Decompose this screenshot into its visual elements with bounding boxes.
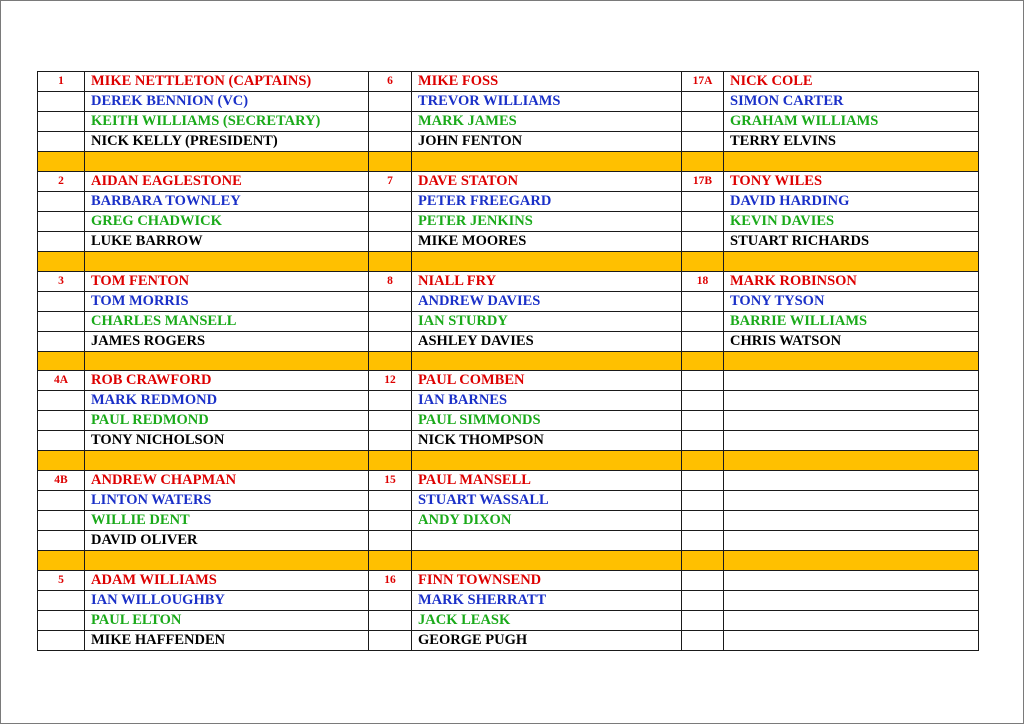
team-number-blank xyxy=(38,531,85,551)
separator-cell xyxy=(369,251,412,271)
team-member-name xyxy=(724,570,979,590)
team-member-name: PETER JENKINS xyxy=(412,211,682,231)
team-number-blank xyxy=(38,431,85,451)
separator-cell xyxy=(85,152,369,172)
team-member-name: ROB CRAWFORD xyxy=(85,371,369,391)
team-number-blank xyxy=(369,92,412,112)
team-member-name: NIALL FRY xyxy=(412,271,682,291)
team-member-name: LUKE BARROW xyxy=(85,231,369,251)
team-member-name: PAUL ELTON xyxy=(85,610,369,630)
team-roster-table xyxy=(37,71,979,651)
team-number-blank xyxy=(369,610,412,630)
team-number-blank xyxy=(369,231,412,251)
roster-row xyxy=(38,132,979,152)
roster-row xyxy=(38,191,979,211)
team-member-name xyxy=(724,630,979,650)
team-number: 2 xyxy=(38,171,85,191)
team-member-name: MIKE MOORES xyxy=(412,231,682,251)
team-member-name xyxy=(724,610,979,630)
separator-cell xyxy=(369,451,412,471)
team-member-name: PAUL REDMOND xyxy=(85,411,369,431)
team-number-blank xyxy=(38,491,85,511)
team-number-blank xyxy=(369,291,412,311)
team-number: 17A xyxy=(682,72,724,92)
team-number xyxy=(682,371,724,391)
team-member-name: ADAM WILLIAMS xyxy=(85,570,369,590)
roster-row xyxy=(38,211,979,231)
team-member-name xyxy=(724,511,979,531)
team-member-name: JACK LEASK xyxy=(412,610,682,630)
roster-row xyxy=(38,72,979,92)
roster-row xyxy=(38,92,979,112)
team-member-name: ANDREW DAVIES xyxy=(412,291,682,311)
team-member-name: TONY WILES xyxy=(724,171,979,191)
separator-cell xyxy=(38,351,85,371)
team-member-name: MIKE FOSS xyxy=(412,72,682,92)
team-member-name: GEORGE PUGH xyxy=(412,630,682,650)
separator-cell xyxy=(682,451,724,471)
team-number-blank xyxy=(682,291,724,311)
team-member-name xyxy=(724,590,979,610)
separator-cell xyxy=(85,551,369,571)
group-separator-row xyxy=(38,152,979,172)
separator-cell xyxy=(412,451,682,471)
team-number-blank xyxy=(38,590,85,610)
team-number-blank xyxy=(369,112,412,132)
separator-cell xyxy=(85,351,369,371)
team-number-blank xyxy=(38,132,85,152)
team-number-blank xyxy=(682,391,724,411)
team-member-name: KEITH WILLIAMS (SECRETARY) xyxy=(85,112,369,132)
team-number-blank xyxy=(369,431,412,451)
separator-cell xyxy=(682,551,724,571)
team-member-name: NICK KELLY (PRESIDENT) xyxy=(85,132,369,152)
team-number: 5 xyxy=(38,570,85,590)
team-member-name: TONY NICHOLSON xyxy=(85,431,369,451)
roster-row xyxy=(38,471,979,491)
team-member-name: MARK ROBINSON xyxy=(724,271,979,291)
team-number-blank xyxy=(38,112,85,132)
team-member-name: CHARLES MANSELL xyxy=(85,311,369,331)
separator-cell xyxy=(724,351,979,371)
team-number-blank xyxy=(38,411,85,431)
team-number-blank xyxy=(682,311,724,331)
separator-cell xyxy=(369,152,412,172)
separator-cell xyxy=(724,251,979,271)
team-number: 1 xyxy=(38,72,85,92)
roster-row xyxy=(38,331,979,351)
team-member-name: MARK SHERRATT xyxy=(412,590,682,610)
team-member-name: BARBARA TOWNLEY xyxy=(85,191,369,211)
team-number-blank xyxy=(682,531,724,551)
team-number: 7 xyxy=(369,171,412,191)
roster-row xyxy=(38,371,979,391)
team-number: 12 xyxy=(369,371,412,391)
team-number-blank xyxy=(38,231,85,251)
team-member-name: BARRIE WILLIAMS xyxy=(724,311,979,331)
team-number xyxy=(682,570,724,590)
roster-row xyxy=(38,271,979,291)
separator-cell xyxy=(412,152,682,172)
team-member-name: SIMON CARTER xyxy=(724,92,979,112)
team-number-blank xyxy=(682,191,724,211)
team-number-blank xyxy=(369,331,412,351)
separator-cell xyxy=(369,351,412,371)
team-member-name xyxy=(724,411,979,431)
team-member-name: MIKE NETTLETON (CAPTAINS) xyxy=(85,72,369,92)
team-number: 18 xyxy=(682,271,724,291)
team-member-name: CHRIS WATSON xyxy=(724,331,979,351)
group-separator-row xyxy=(38,451,979,471)
separator-cell xyxy=(682,351,724,371)
team-member-name: NICK THOMPSON xyxy=(412,431,682,451)
team-member-name: DEREK BENNION (VC) xyxy=(85,92,369,112)
team-member-name: TREVOR WILLIAMS xyxy=(412,92,682,112)
team-number-blank xyxy=(38,191,85,211)
group-separator-row xyxy=(38,551,979,571)
team-number-blank xyxy=(369,132,412,152)
team-number: 4B xyxy=(38,471,85,491)
team-member-name: AIDAN EAGLESTONE xyxy=(85,171,369,191)
team-member-name: NICK COLE xyxy=(724,72,979,92)
team-member-name: PAUL SIMMONDS xyxy=(412,411,682,431)
team-member-name: TERRY ELVINS xyxy=(724,132,979,152)
team-member-name: DAVID HARDING xyxy=(724,191,979,211)
team-number-blank xyxy=(38,311,85,331)
separator-cell xyxy=(412,551,682,571)
team-number-blank xyxy=(369,630,412,650)
separator-cell xyxy=(682,251,724,271)
team-member-name: PETER FREEGARD xyxy=(412,191,682,211)
roster-row xyxy=(38,391,979,411)
roster-row xyxy=(38,431,979,451)
roster-row xyxy=(38,491,979,511)
team-member-name: TOM FENTON xyxy=(85,271,369,291)
team-member-name: JAMES ROGERS xyxy=(85,331,369,351)
separator-cell xyxy=(38,251,85,271)
team-number-blank xyxy=(369,211,412,231)
team-number-blank xyxy=(38,291,85,311)
roster-row xyxy=(38,590,979,610)
team-member-name: KEVIN DAVIES xyxy=(724,211,979,231)
team-number-blank xyxy=(38,92,85,112)
team-number-blank xyxy=(369,311,412,331)
team-number-blank xyxy=(682,491,724,511)
team-number: 15 xyxy=(369,471,412,491)
team-member-name: ANDY DIXON xyxy=(412,511,682,531)
group-separator-row xyxy=(38,251,979,271)
team-member-name xyxy=(724,471,979,491)
team-member-name: IAN STURDY xyxy=(412,311,682,331)
roster-row xyxy=(38,610,979,630)
team-member-name: MIKE HAFFENDEN xyxy=(85,630,369,650)
team-number-blank xyxy=(38,211,85,231)
team-number-blank xyxy=(682,112,724,132)
team-member-name xyxy=(724,491,979,511)
roster-row xyxy=(38,630,979,650)
team-member-name: PAUL MANSELL xyxy=(412,471,682,491)
roster-body xyxy=(38,72,979,651)
separator-cell xyxy=(38,152,85,172)
team-number-blank xyxy=(38,630,85,650)
team-number: 4A xyxy=(38,371,85,391)
separator-cell xyxy=(412,251,682,271)
roster-row xyxy=(38,311,979,331)
team-number-blank xyxy=(682,331,724,351)
team-member-name: GRAHAM WILLIAMS xyxy=(724,112,979,132)
team-member-name: JOHN FENTON xyxy=(412,132,682,152)
team-number-blank xyxy=(38,331,85,351)
team-member-name: ASHLEY DAVIES xyxy=(412,331,682,351)
team-number: 8 xyxy=(369,271,412,291)
separator-cell xyxy=(412,351,682,371)
team-member-name: TONY TYSON xyxy=(724,291,979,311)
team-member-name: DAVE STATON xyxy=(412,171,682,191)
team-number: 6 xyxy=(369,72,412,92)
roster-row xyxy=(38,411,979,431)
team-number: 3 xyxy=(38,271,85,291)
group-separator-row xyxy=(38,351,979,371)
separator-cell xyxy=(85,451,369,471)
separator-cell xyxy=(369,551,412,571)
team-member-name: ANDREW CHAPMAN xyxy=(85,471,369,491)
team-number-blank xyxy=(682,92,724,112)
team-member-name: MARK JAMES xyxy=(412,112,682,132)
team-number-blank xyxy=(369,491,412,511)
team-member-name xyxy=(724,431,979,451)
roster-row xyxy=(38,112,979,132)
team-member-name: STUART WASSALL xyxy=(412,491,682,511)
team-number xyxy=(682,471,724,491)
team-number-blank xyxy=(369,511,412,531)
team-member-name: TOM MORRIS xyxy=(85,291,369,311)
team-member-name: FINN TOWNSEND xyxy=(412,570,682,590)
team-member-name: WILLIE DENT xyxy=(85,511,369,531)
roster-row xyxy=(38,511,979,531)
team-number-blank xyxy=(682,511,724,531)
separator-cell xyxy=(682,152,724,172)
team-member-name: LINTON WATERS xyxy=(85,491,369,511)
team-number-blank xyxy=(369,590,412,610)
team-member-name xyxy=(412,531,682,551)
team-member-name: IAN WILLOUGHBY xyxy=(85,590,369,610)
roster-row xyxy=(38,171,979,191)
roster-row xyxy=(38,231,979,251)
team-number-blank xyxy=(682,431,724,451)
team-number-blank xyxy=(38,610,85,630)
team-number-blank xyxy=(38,391,85,411)
team-number-blank xyxy=(682,211,724,231)
team-number-blank xyxy=(369,411,412,431)
team-member-name xyxy=(724,531,979,551)
roster-row xyxy=(38,531,979,551)
team-number-blank xyxy=(38,511,85,531)
team-number-blank xyxy=(369,191,412,211)
team-number: 16 xyxy=(369,570,412,590)
team-member-name: DAVID OLIVER xyxy=(85,531,369,551)
team-member-name: MARK REDMOND xyxy=(85,391,369,411)
team-member-name: PAUL COMBEN xyxy=(412,371,682,391)
team-member-name xyxy=(724,371,979,391)
team-number: 17B xyxy=(682,171,724,191)
team-number-blank xyxy=(682,630,724,650)
team-member-name: STUART RICHARDS xyxy=(724,231,979,251)
team-member-name: GREG CHADWICK xyxy=(85,211,369,231)
team-number-blank xyxy=(369,391,412,411)
team-number-blank xyxy=(682,590,724,610)
team-member-name xyxy=(724,391,979,411)
separator-cell xyxy=(724,451,979,471)
team-number-blank xyxy=(369,531,412,551)
separator-cell xyxy=(85,251,369,271)
separator-cell xyxy=(38,451,85,471)
roster-row xyxy=(38,570,979,590)
separator-cell xyxy=(724,551,979,571)
team-number-blank xyxy=(682,411,724,431)
roster-row xyxy=(38,291,979,311)
separator-cell xyxy=(724,152,979,172)
separator-cell xyxy=(38,551,85,571)
team-member-name: IAN BARNES xyxy=(412,391,682,411)
team-number-blank xyxy=(682,610,724,630)
team-number-blank xyxy=(682,132,724,152)
team-number-blank xyxy=(682,231,724,251)
